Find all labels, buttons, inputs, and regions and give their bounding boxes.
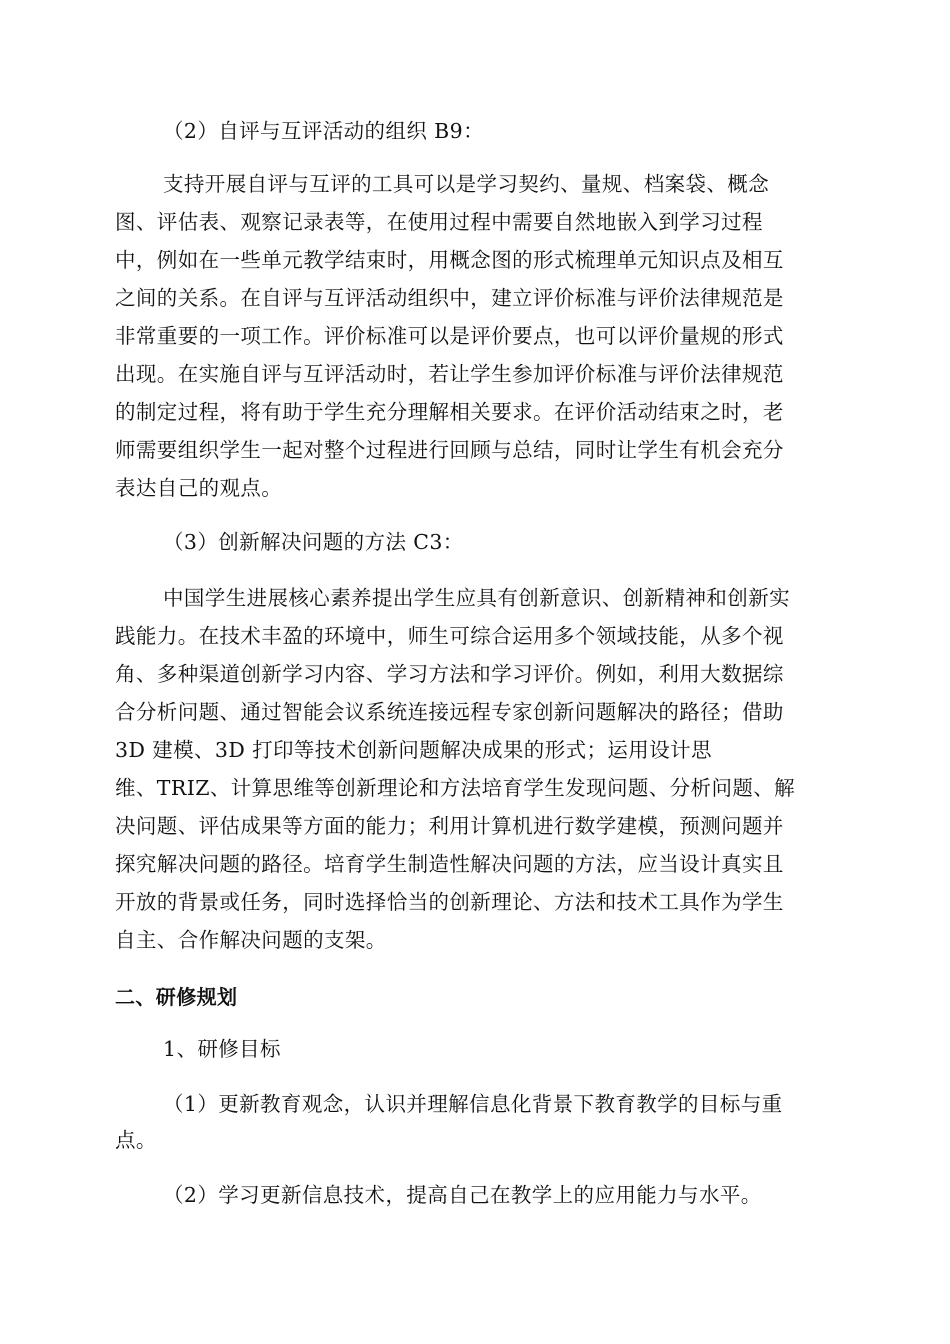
- paragraph-line: 非常重要的一项工作。评价标准可以是评价要点，也可以评价量规的形式: [115, 324, 784, 348]
- paragraph-line: 3D 建模、3D 打印等技术创新问题解决成果的形式；运用设计思: [115, 738, 712, 762]
- paragraph-line: 支持开展自评与互评的工具可以是学习契约、量规、档案袋、概念: [163, 172, 770, 196]
- paragraph-line: 践能力。在技术丰盈的环境中，师生可综合运用多个领域技能，从多个视: [115, 624, 784, 648]
- section-heading: 二、研修规划: [115, 985, 238, 1009]
- paragraph-line: 出现。在实施自评与互评活动时，若让学生参加评价标准与评价法律规范: [115, 362, 784, 386]
- paragraph-line: 的制定过程，将有助于学生充分理解相关要求。在评价活动结束之时，老: [115, 400, 784, 424]
- paragraph-line: 图、评估表、观察记录表等，在使用过程中需要自然地嵌入到学习过程: [115, 210, 763, 234]
- goal-line: （1）更新教育观念，认识并理解信息化背景下教育教学的目标与重: [163, 1092, 783, 1116]
- paragraph-line: 维、TRIZ、计算思维等创新理论和方法培育学生发现问题、分析问题、解: [115, 776, 796, 800]
- paragraph-line: 中，例如在一些单元教学结束时，用概念图的形式梳理单元知识点及相互: [115, 248, 784, 272]
- paragraph-line: 之间的关系。在自评与互评活动组织中，建立评价标准与评价法律规范是: [115, 286, 784, 310]
- paragraph-line: 角、多种渠道创新学习内容、学习方法和学习评价。例如，利用大数据综: [115, 662, 784, 686]
- goal-line: （2）学习更新信息技术，提高自己在教学上的应用能力与水平。: [163, 1183, 762, 1207]
- paragraph-line: 决问题、评估成果等方面的能力；利用计算机进行数学建模，预测问题并: [115, 814, 784, 838]
- paragraph-line: 开放的背景或任务，同时选择恰当的创新理论、方法和技术工具作为学生: [115, 890, 784, 914]
- paragraph-line: 中国学生进展核心素养提出学生应具有创新意识、创新精神和创新实: [163, 586, 790, 610]
- paragraph-line: 表达自己的观点。: [115, 476, 283, 500]
- paragraph-line: 自主、合作解决问题的支架。: [115, 928, 387, 952]
- subheading-c3: （3）创新解决问题的方法 C3：: [163, 530, 464, 554]
- goal-line: 点。: [115, 1128, 157, 1152]
- paragraph-line: 探究解决问题的路径。培育学生制造性解决问题的方法，应当设计真实且: [115, 852, 784, 876]
- paragraph-line: 师需要组织学生一起对整个过程进行回顾与总结，同时让学生有机会充分: [115, 438, 784, 462]
- paragraph-line: 合分析问题、通过智能会议系统连接远程专家创新问题解决的路径；借助: [115, 700, 784, 724]
- subsection-heading: 1、研修目标: [163, 1037, 281, 1061]
- subheading-b9: （2）自评与互评活动的组织 B9：: [163, 119, 484, 143]
